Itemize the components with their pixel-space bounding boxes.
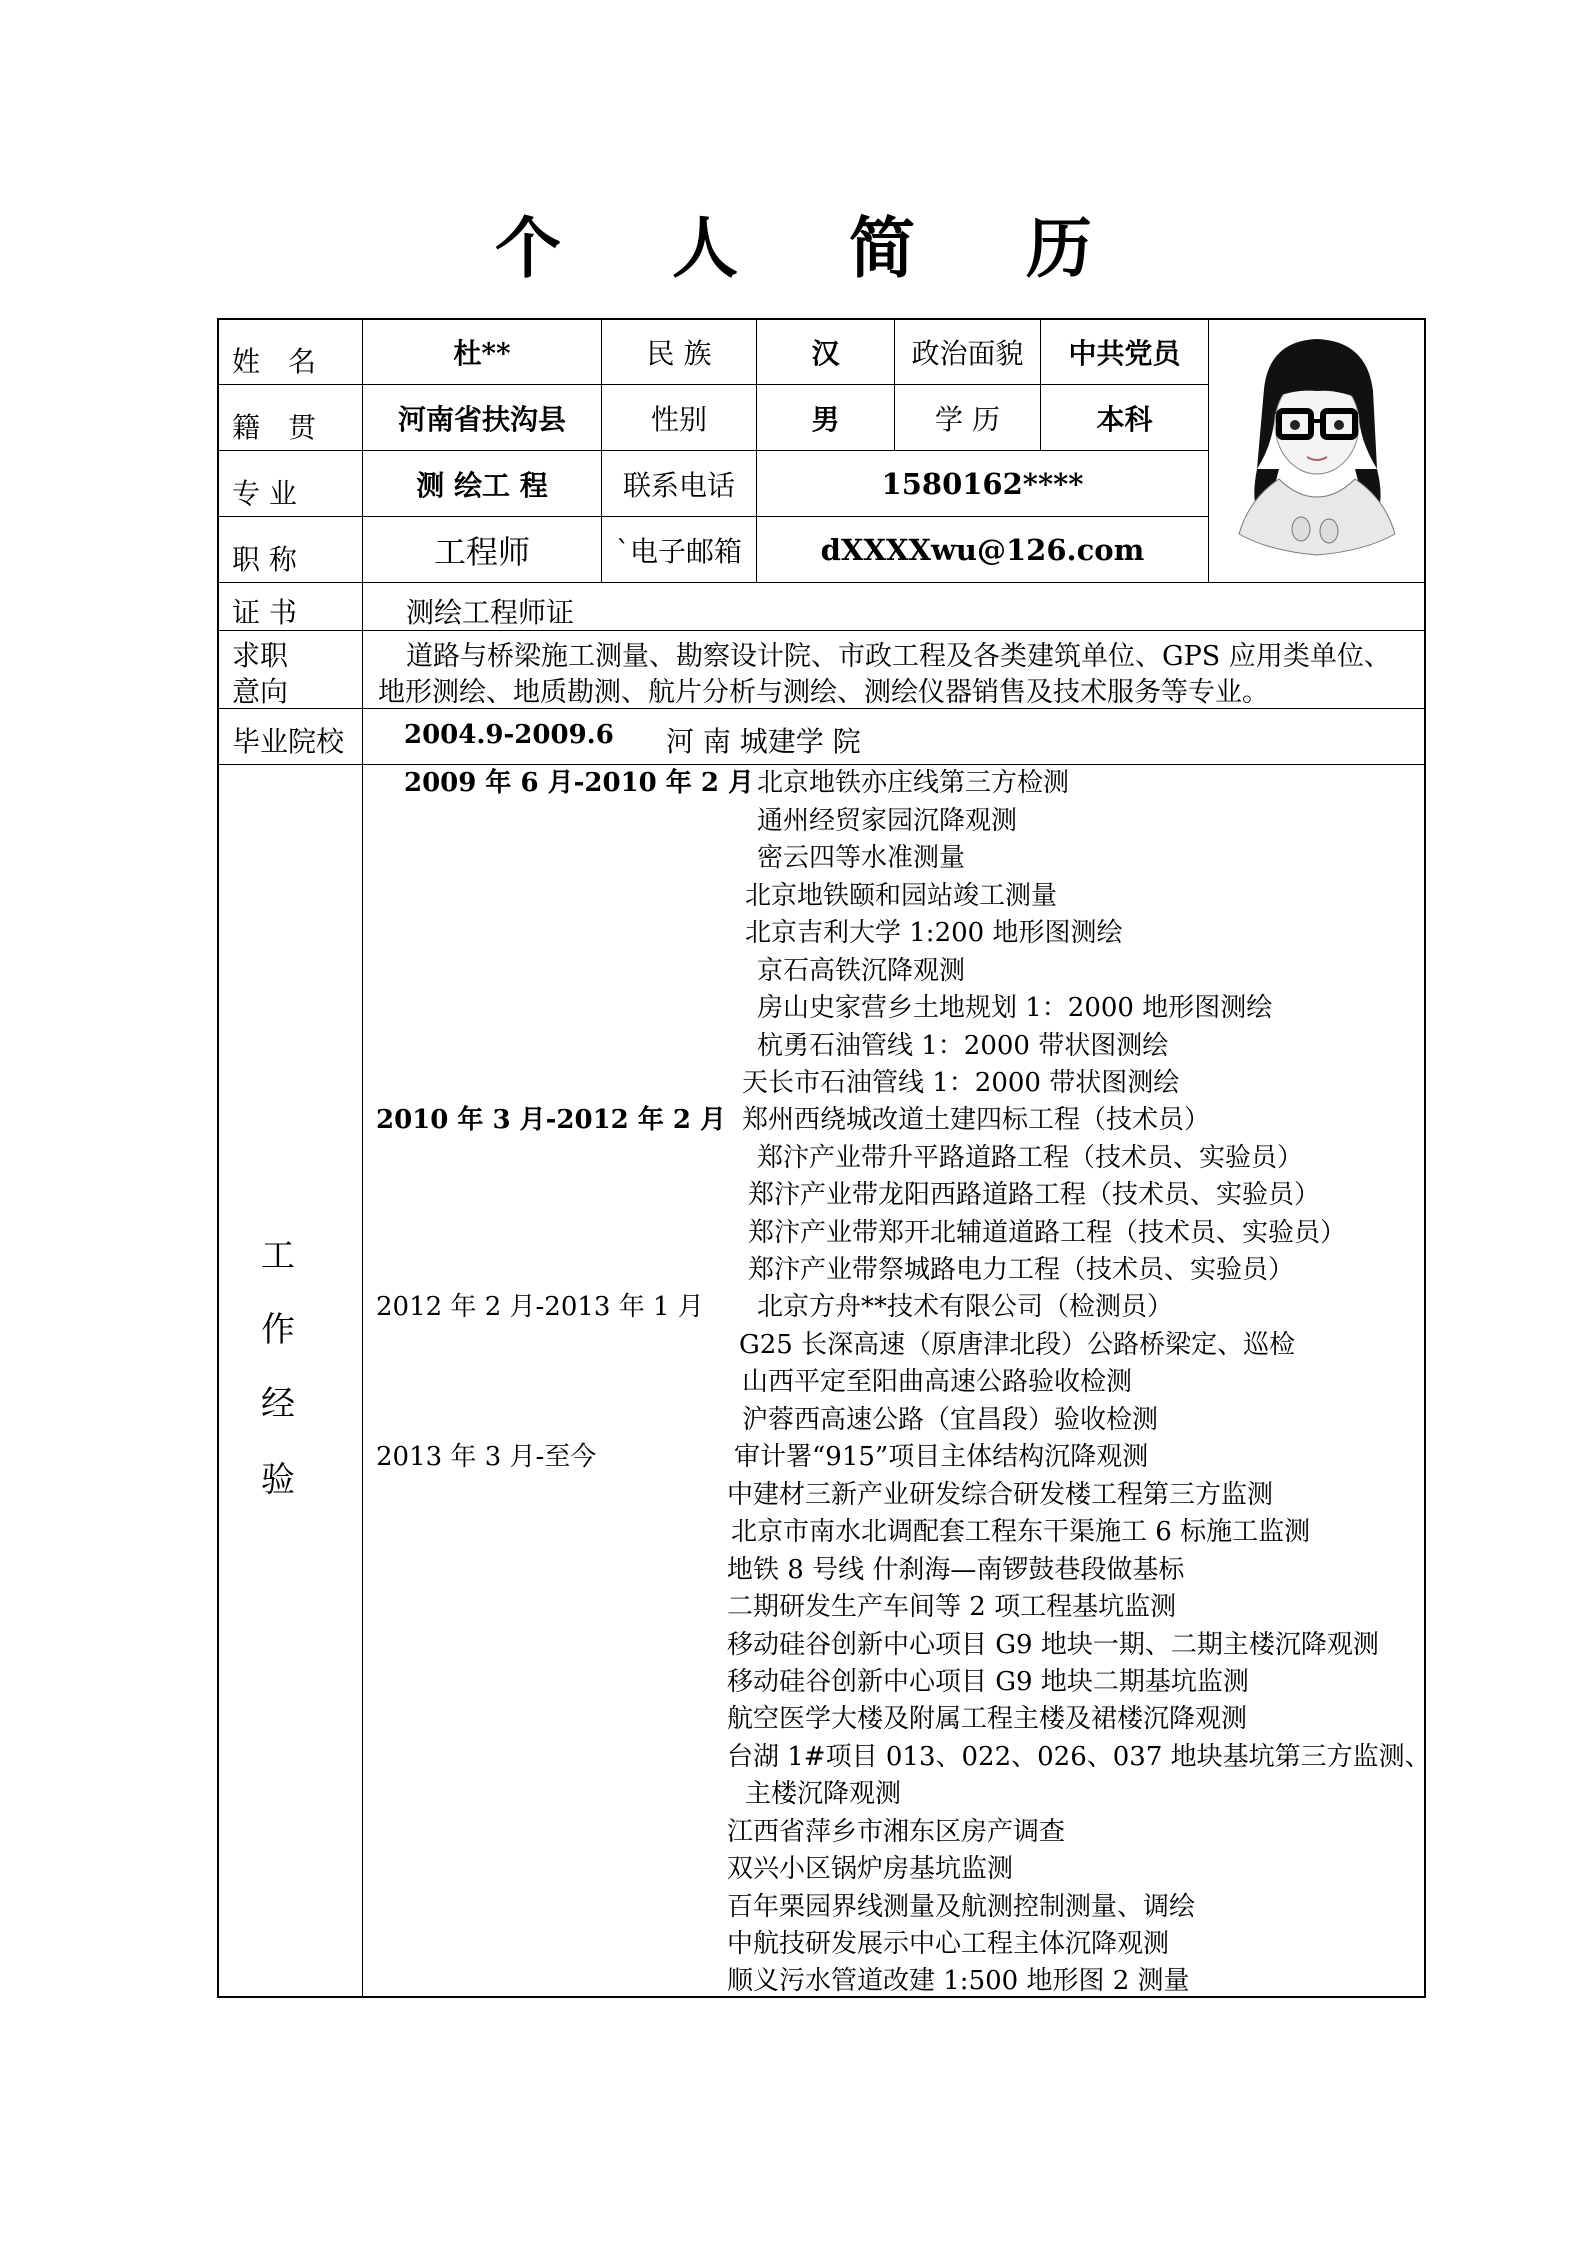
- value-phone: 1580162****: [881, 466, 1084, 501]
- work-item: 郑汴产业带祭城路电力工程（技术员、实验员）: [748, 1255, 1295, 1285]
- label-objective-line1: 求职: [232, 639, 289, 672]
- value-job-title: 工程师: [433, 532, 530, 571]
- page-title: 个 人 简 历: [495, 209, 1136, 287]
- label-email: `电子邮箱: [615, 534, 742, 568]
- label-origin: 籍 贯: [232, 411, 317, 444]
- work-item: 审计署“915”项目主体结构沉降观测: [734, 1442, 1149, 1472]
- label-work-3: 经: [261, 1384, 295, 1424]
- label-political: 政治面貌: [911, 336, 1024, 370]
- value-education: 本科: [1096, 402, 1153, 436]
- work-item: 天长市石油管线 1：2000 带状图测绘: [742, 1068, 1180, 1098]
- work-item: 中建材三新产业研发综合研发楼工程第三方监测: [727, 1480, 1274, 1510]
- label-objective-line2: 意向: [232, 675, 289, 708]
- work-period: 2009 年 6 月-2010 年 2 月: [404, 768, 755, 798]
- work-item: 郑州西绕城改道土建四标工程（技术员）: [742, 1105, 1211, 1135]
- work-item: 地铁 8 号线 什刹海—南锣鼓巷段做基标: [727, 1555, 1185, 1585]
- value-ethnicity: 汉: [811, 336, 840, 370]
- label-work-4: 验: [261, 1460, 295, 1500]
- value-objective-line1: 道路与桥梁施工测量、勘察设计院、市政工程及各类建筑单位、GPS 应用类单位、: [406, 641, 1391, 672]
- row-divider: [217, 630, 1426, 631]
- value-email: dXXXXwu@126.com: [820, 532, 1145, 567]
- work-item: 北京方舟**技术有限公司（检测员）: [757, 1292, 1174, 1322]
- value-origin: 河南省扶沟县: [397, 402, 566, 436]
- work-item: 主楼沉降观测: [745, 1779, 902, 1809]
- label-certificate: 证 书: [232, 596, 297, 629]
- value-school-name: 河 南 城建学 院: [666, 725, 861, 758]
- work-item: 江西省萍乡市湘东区房产调查: [727, 1817, 1066, 1847]
- work-item: 航空医学大楼及附属工程主楼及裙楼沉降观测: [727, 1704, 1248, 1734]
- work-item: 移动硅谷创新中心项目 G9 地块一期、二期主楼沉降观测: [727, 1630, 1379, 1660]
- work-item: 顺义污水管道改建 1:500 地形图 2 测量: [727, 1966, 1190, 1996]
- work-item: 沪蓉西高速公路（宜昌段）验收检测: [742, 1405, 1159, 1435]
- work-item: 北京地铁亦庄线第三方检测: [757, 768, 1070, 798]
- work-item: 京石高铁沉降观测: [757, 956, 966, 986]
- label-education: 学 历: [935, 402, 1000, 436]
- work-item: 双兴小区锅炉房基坑监测: [727, 1854, 1014, 1884]
- work-item: 通州经贸家园沉降观测: [757, 806, 1018, 836]
- avatar: [1209, 319, 1424, 582]
- value-political: 中共党员: [1068, 336, 1181, 370]
- row-divider: [217, 582, 1426, 583]
- work-item: 郑汴产业带郑开北辅道道路工程（技术员、实验员）: [748, 1218, 1347, 1248]
- value-major: 测 绘工 程: [416, 468, 548, 502]
- work-item: 郑汴产业带升平路道路工程（技术员、实验员）: [757, 1143, 1304, 1173]
- work-item: 中航技研发展示中心工程主体沉降观测: [727, 1929, 1170, 1959]
- value-objective-line2: 地形测绘、地质勘测、航片分析与测绘、测绘仪器销售及技术服务等专业。: [378, 677, 1269, 708]
- table-border-left: [217, 318, 219, 1998]
- label-work-1: 工: [261, 1236, 295, 1276]
- work-item: 移动硅谷创新中心项目 G9 地块二期基坑监测: [727, 1667, 1249, 1697]
- label-major: 专 业: [232, 477, 297, 510]
- work-item: 百年栗园界线测量及航测控制测量、调绘: [727, 1892, 1196, 1922]
- work-period: 2013 年 3 月-至今: [376, 1442, 597, 1472]
- work-item: 密云四等水准测量: [757, 843, 966, 873]
- work-item: 北京吉利大学 1:200 地形图测绘: [745, 918, 1123, 948]
- work-period: 2010 年 3 月-2012 年 2 月: [376, 1105, 727, 1135]
- label-name: 姓 名: [232, 345, 317, 378]
- row-divider: [217, 764, 1426, 765]
- label-job-title: 职 称: [232, 543, 297, 576]
- work-item: 台湖 1#项目 013、022、026、037 地块基坑第三方监测、: [727, 1742, 1431, 1772]
- value-gender: 男: [811, 402, 840, 436]
- work-item: G25 长深高速（原唐津北段）公路桥梁定、巡检: [739, 1330, 1296, 1360]
- work-item: 山西平定至阳曲高速公路验收检测: [742, 1367, 1133, 1397]
- value-name: 杜**: [453, 336, 511, 370]
- label-work-2: 作: [261, 1310, 295, 1350]
- work-item: 二期研发生产车间等 2 项工程基坑监测: [727, 1592, 1177, 1622]
- label-gender: 性别: [650, 402, 707, 436]
- work-period: 2012 年 2 月-2013 年 1 月: [376, 1292, 704, 1322]
- work-item: 北京地铁颐和园站竣工测量: [745, 881, 1058, 911]
- work-item: 杭勇石油管线 1：2000 带状图测绘: [757, 1031, 1169, 1061]
- work-item: 房山史家营乡土地规划 1：2000 地形图测绘: [757, 993, 1273, 1023]
- label-ethnicity: 民 族: [646, 336, 712, 370]
- value-certificate: 测绘工程师证: [406, 596, 575, 629]
- label-phone: 联系电话: [622, 468, 735, 502]
- label-school: 毕业院校: [232, 725, 345, 758]
- work-item: 郑汴产业带龙阳西路道路工程（技术员、实验员）: [748, 1180, 1321, 1210]
- work-item: 北京市南水北调配套工程东干渠施工 6 标施工监测: [731, 1517, 1311, 1547]
- avatar-illustration: [1209, 319, 1424, 582]
- value-school-period: 2004.9-2009.6: [404, 720, 614, 750]
